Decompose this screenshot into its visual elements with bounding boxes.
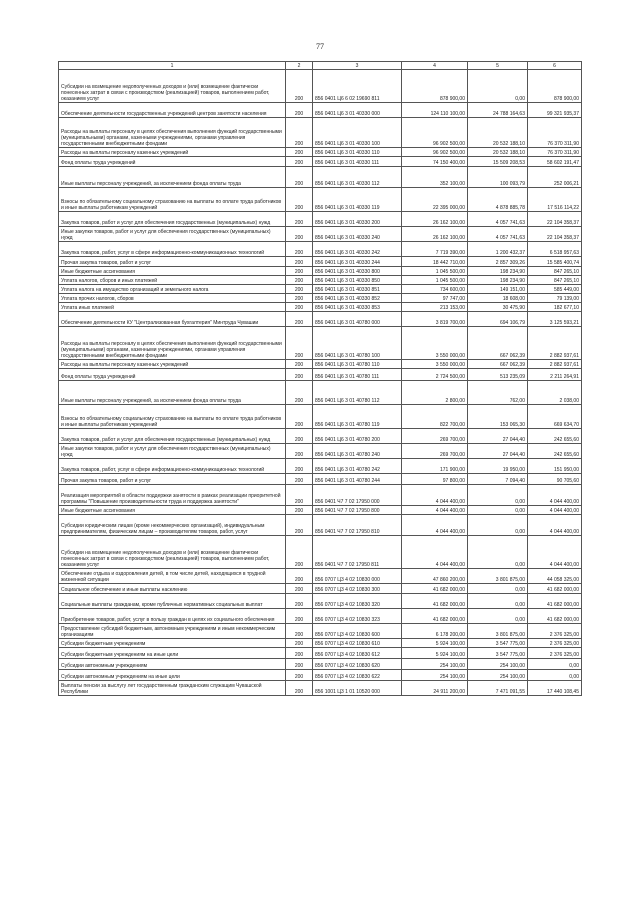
row-approved-amount: 41 682 000,00 bbox=[402, 584, 468, 594]
row-approved-amount: 254 100,00 bbox=[402, 670, 468, 681]
row-line-code: 200 bbox=[286, 536, 313, 569]
row-budget-code: 856 0401 Ц6 3 01 40780 119 bbox=[313, 405, 402, 429]
table-row bbox=[59, 267, 582, 276]
row-description: Приобретение товаров, работ, услуг в пользу граждан в целях их социального обеспечения bbox=[59, 609, 286, 624]
row-unexecuted-amount: 6 518 957,63 bbox=[528, 242, 582, 257]
row-unexecuted-amount: 41 682 000,00 bbox=[528, 584, 582, 594]
row-budget-code: 856 0707 Ц3 4 02 10830 620 bbox=[313, 659, 402, 670]
row-line-code: 200 bbox=[286, 459, 313, 474]
column-number: 5 bbox=[468, 62, 528, 70]
row-approved-amount: 1 045 500,00 bbox=[402, 267, 468, 276]
column-number-header-row bbox=[59, 62, 582, 70]
row-description: Взносы по обязательному социальному страхованию на выплаты по оплате труда работников и иные выплаты работникам учреждений bbox=[59, 405, 286, 429]
row-description: Фонд оплаты труда учреждений bbox=[59, 369, 286, 381]
row-unexecuted-amount: 17 440 108,45 bbox=[528, 681, 582, 696]
row-budget-code: 856 0401 Ч7 7 02 17950 810 bbox=[313, 515, 402, 536]
table-row bbox=[59, 327, 582, 360]
row-description: Обеспечение деятельности государственных учреждений центров занятости населения bbox=[59, 103, 286, 118]
row-unexecuted-amount: 0,00 bbox=[528, 659, 582, 670]
row-line-code: 200 bbox=[286, 188, 313, 212]
row-description: Субсидии на возмещение недополученных доходов и (или) возмещение фактически понесенных затрат в связи с производством (реализацией) товаров, выполнением работ, оказанием услуг bbox=[59, 536, 286, 569]
row-approved-amount: 269 700,00 bbox=[402, 444, 468, 459]
row-budget-code: 856 0707 Ц3 4 02 10830 320 bbox=[313, 594, 402, 609]
row-approved-amount: 352 100,00 bbox=[402, 167, 468, 188]
row-executed-amount: 19 950,00 bbox=[468, 459, 528, 474]
row-budget-code: 856 0401 Ц6 3 01 40330 110 bbox=[313, 148, 402, 157]
row-approved-amount: 4 044 400,00 bbox=[402, 506, 468, 515]
row-budget-code: 856 0401 Ч7 7 02 17950 811 bbox=[313, 536, 402, 569]
row-approved-amount: 96 902 500,00 bbox=[402, 148, 468, 157]
row-budget-code: 856 0401 Ц6 3 01 40330 112 bbox=[313, 167, 402, 188]
row-budget-code: 856 0401 Ц6 3 01 40330 853 bbox=[313, 303, 402, 312]
row-line-code: 200 bbox=[286, 212, 313, 227]
row-budget-code: 856 0401 Ц6 3 01 40330 244 bbox=[313, 257, 402, 267]
row-budget-code: 856 0401 Ц6 3 01 40330 000 bbox=[313, 103, 402, 118]
row-executed-amount: 254 100,00 bbox=[468, 659, 528, 670]
row-unexecuted-amount: 41 682 000,00 bbox=[528, 609, 582, 624]
table-row bbox=[59, 312, 582, 327]
row-description: Расходы на выплаты персоналу казенных учреждений bbox=[59, 148, 286, 157]
row-approved-amount: 5 924 100,00 bbox=[402, 648, 468, 659]
table-row bbox=[59, 624, 582, 639]
row-executed-amount: 4 057 741,63 bbox=[468, 227, 528, 242]
column-number: 1 bbox=[59, 62, 286, 70]
row-line-code: 200 bbox=[286, 369, 313, 381]
row-approved-amount: 1 045 500,00 bbox=[402, 276, 468, 285]
row-budget-code: 856 0401 Ц6 3 01 40780 000 bbox=[313, 312, 402, 327]
row-executed-amount: 4 878 885,78 bbox=[468, 188, 528, 212]
row-executed-amount: 762,00 bbox=[468, 381, 528, 405]
row-budget-code: 856 0401 Ц6 3 01 40330 100 bbox=[313, 118, 402, 148]
row-unexecuted-amount: 22 104 358,37 bbox=[528, 227, 582, 242]
row-line-code: 200 bbox=[286, 242, 313, 257]
row-executed-amount: 0,00 bbox=[468, 584, 528, 594]
row-description: Расходы на выплаты персоналу в целях обеспечения выполнения функций государственными (муниципальными) органами, казенными учреждениями, органами управления государственными внебюджетными фондами bbox=[59, 118, 286, 148]
row-budget-code: 856 0707 Ц3 4 02 10830 323 bbox=[313, 609, 402, 624]
row-description: Иные бюджетные ассигнования bbox=[59, 267, 286, 276]
row-unexecuted-amount: 878 900,00 bbox=[528, 70, 582, 103]
row-line-code: 200 bbox=[286, 609, 313, 624]
row-description: Закупка товаров, работ, услуг в сфере информационно-коммуникационных технологий bbox=[59, 459, 286, 474]
row-unexecuted-amount: 669 634,70 bbox=[528, 405, 582, 429]
row-budget-code: 856 0401 Ц6 3 01 40330 850 bbox=[313, 276, 402, 285]
table-row bbox=[59, 188, 582, 212]
row-line-code: 200 bbox=[286, 167, 313, 188]
row-line-code: 200 bbox=[286, 569, 313, 584]
row-description: Закупка товаров, работ и услуг для обеспечения государственных (муниципальных) нужд bbox=[59, 212, 286, 227]
row-line-code: 200 bbox=[286, 594, 313, 609]
row-approved-amount: 734 600,00 bbox=[402, 285, 468, 294]
row-approved-amount: 254 100,00 bbox=[402, 659, 468, 670]
row-description: Уплата прочих налогов, сборов bbox=[59, 294, 286, 303]
row-executed-amount: 30 475,90 bbox=[468, 303, 528, 312]
row-budget-code: 856 0401 Ц6 3 01 40330 111 bbox=[313, 157, 402, 167]
table-row bbox=[59, 569, 582, 584]
row-approved-amount: 97 747,00 bbox=[402, 294, 468, 303]
row-unexecuted-amount: 44 058 325,00 bbox=[528, 569, 582, 584]
row-executed-amount: 2 857 309,26 bbox=[468, 257, 528, 267]
row-unexecuted-amount: 2 882 937,61 bbox=[528, 327, 582, 360]
row-description: Иные закупки товаров, работ и услуг для обеспечения государственных (муниципальных) нужд bbox=[59, 444, 286, 459]
row-budget-code: 856 0401 Ц6 3 01 40780 240 bbox=[313, 444, 402, 459]
column-number: 4 bbox=[402, 62, 468, 70]
row-approved-amount: 3 550 000,00 bbox=[402, 327, 468, 360]
row-budget-code: 856 0401 Ц6 3 01 40330 240 bbox=[313, 227, 402, 242]
row-line-code: 200 bbox=[286, 267, 313, 276]
row-line-code: 200 bbox=[286, 303, 313, 312]
row-line-code: 200 bbox=[286, 276, 313, 285]
row-budget-code: 856 0401 Ц6 6 02 19690 811 bbox=[313, 70, 402, 103]
budget-execution-table bbox=[58, 61, 582, 696]
row-description: Прочая закупка товаров, работ и услуг bbox=[59, 257, 286, 267]
table-row bbox=[59, 429, 582, 444]
table-row bbox=[59, 444, 582, 459]
row-line-code: 200 bbox=[286, 312, 313, 327]
row-unexecuted-amount: 76 370 311,90 bbox=[528, 118, 582, 148]
table-row bbox=[59, 369, 582, 381]
row-executed-amount: 7 094,40 bbox=[468, 474, 528, 485]
column-number: 3 bbox=[313, 62, 402, 70]
row-executed-amount: 3 801 875,00 bbox=[468, 569, 528, 584]
row-budget-code: 856 0401 Ц6 3 01 40780 100 bbox=[313, 327, 402, 360]
row-unexecuted-amount: 3 125 593,21 bbox=[528, 312, 582, 327]
row-description: Иные бюджетные ассигнования bbox=[59, 506, 286, 515]
table-row bbox=[59, 303, 582, 312]
row-executed-amount: 24 788 164,63 bbox=[468, 103, 528, 118]
row-line-code: 200 bbox=[286, 70, 313, 103]
row-description: Иные выплаты персоналу учреждений, за исключением фонда оплаты труда bbox=[59, 167, 286, 188]
row-line-code: 200 bbox=[286, 381, 313, 405]
table-row bbox=[59, 381, 582, 405]
row-unexecuted-amount: 182 677,10 bbox=[528, 303, 582, 312]
row-executed-amount: 100 093,79 bbox=[468, 167, 528, 188]
row-line-code: 200 bbox=[286, 485, 313, 506]
row-line-code: 200 bbox=[286, 474, 313, 485]
row-budget-code: 856 0401 Ц6 3 01 40780 111 bbox=[313, 369, 402, 381]
row-unexecuted-amount: 4 044 400,00 bbox=[528, 485, 582, 506]
row-executed-amount: 3 547 775,00 bbox=[468, 639, 528, 648]
row-line-code: 200 bbox=[286, 681, 313, 696]
row-approved-amount: 3 819 700,00 bbox=[402, 312, 468, 327]
row-description: Взносы по обязательному социальному страхованию на выплаты по оплате труда работников и иные выплаты работникам учреждений bbox=[59, 188, 286, 212]
row-description: Обеспечение деятельности КУ "Централизованная бухгалтерия" Минтруда Чувашии bbox=[59, 312, 286, 327]
table-row bbox=[59, 405, 582, 429]
table-row bbox=[59, 242, 582, 257]
row-unexecuted-amount: 847 265,10 bbox=[528, 276, 582, 285]
table-row bbox=[59, 285, 582, 294]
row-approved-amount: 2 724 500,00 bbox=[402, 369, 468, 381]
row-unexecuted-amount: 2 038,00 bbox=[528, 381, 582, 405]
row-budget-code: 856 0707 Ц3 4 02 10830 000 bbox=[313, 569, 402, 584]
row-unexecuted-amount: 4 044 400,00 bbox=[528, 536, 582, 569]
row-approved-amount: 41 682 000,00 bbox=[402, 609, 468, 624]
row-unexecuted-amount: 76 370 311,90 bbox=[528, 148, 582, 157]
row-line-code: 200 bbox=[286, 157, 313, 167]
row-budget-code: 856 0401 Ц6 3 01 40780 200 bbox=[313, 429, 402, 444]
row-line-code: 200 bbox=[286, 670, 313, 681]
row-approved-amount: 4 044 400,00 bbox=[402, 536, 468, 569]
row-executed-amount: 27 044,40 bbox=[468, 444, 528, 459]
row-description: Социальное обеспечение и иные выплаты населению bbox=[59, 584, 286, 594]
row-executed-amount: 0,00 bbox=[468, 515, 528, 536]
row-unexecuted-amount: 22 104 358,37 bbox=[528, 212, 582, 227]
row-approved-amount: 124 110 100,00 bbox=[402, 103, 468, 118]
table-row bbox=[59, 648, 582, 659]
row-description: Закупка товаров, работ, услуг в сфере информационно-коммуникационных технологий bbox=[59, 242, 286, 257]
row-budget-code: 856 0707 Ц3 4 02 10830 622 bbox=[313, 670, 402, 681]
row-unexecuted-amount: 17 516 114,22 bbox=[528, 188, 582, 212]
row-unexecuted-amount: 0,00 bbox=[528, 670, 582, 681]
row-unexecuted-amount: 242 655,60 bbox=[528, 429, 582, 444]
row-budget-code: 856 0401 Ц6 3 01 40330 851 bbox=[313, 285, 402, 294]
row-executed-amount: 15 509 208,53 bbox=[468, 157, 528, 167]
row-executed-amount: 0,00 bbox=[468, 485, 528, 506]
row-unexecuted-amount: 151 950,00 bbox=[528, 459, 582, 474]
row-unexecuted-amount: 4 044 400,00 bbox=[528, 515, 582, 536]
row-line-code: 200 bbox=[286, 294, 313, 303]
row-budget-code: 856 0707 Ц3 4 02 10830 300 bbox=[313, 584, 402, 594]
row-unexecuted-amount: 58 602 191,47 bbox=[528, 157, 582, 167]
row-line-code: 200 bbox=[286, 148, 313, 157]
row-line-code: 200 bbox=[286, 285, 313, 294]
row-approved-amount: 74 150 400,00 bbox=[402, 157, 468, 167]
table-row bbox=[59, 594, 582, 609]
row-approved-amount: 171 900,00 bbox=[402, 459, 468, 474]
row-approved-amount: 26 162 100,00 bbox=[402, 227, 468, 242]
row-approved-amount: 213 153,00 bbox=[402, 303, 468, 312]
column-number: 6 bbox=[528, 62, 582, 70]
row-description: Субсидии автономным учреждениям на иные цели bbox=[59, 670, 286, 681]
table-row bbox=[59, 148, 582, 157]
row-approved-amount: 24 911 200,00 bbox=[402, 681, 468, 696]
table-row bbox=[59, 103, 582, 118]
row-unexecuted-amount: 79 139,00 bbox=[528, 294, 582, 303]
table-row bbox=[59, 536, 582, 569]
table-row bbox=[59, 515, 582, 536]
row-description: Выплаты пенсии за выслугу лет государственным гражданским служащим Чувашской Республики bbox=[59, 681, 286, 696]
row-unexecuted-amount: 90 705,60 bbox=[528, 474, 582, 485]
row-description: Предоставление субсидий бюджетным, автономным учреждениям и иным некоммерческим организациям bbox=[59, 624, 286, 639]
row-description: Реализация мероприятий в области поддержки занятости в рамках реализации приоритетной программы "Повышение производительности труда и поддержка занятости" bbox=[59, 485, 286, 506]
row-budget-code: 856 0401 Ц6 3 01 40330 800 bbox=[313, 267, 402, 276]
table-row bbox=[59, 157, 582, 167]
row-approved-amount: 3 550 000,00 bbox=[402, 360, 468, 369]
table-row bbox=[59, 227, 582, 242]
row-budget-code: 856 0707 Ц3 4 02 10830 610 bbox=[313, 639, 402, 648]
table-row bbox=[59, 485, 582, 506]
row-executed-amount: 3 547 775,00 bbox=[468, 648, 528, 659]
row-line-code: 200 bbox=[286, 327, 313, 360]
row-approved-amount: 4 044 400,00 bbox=[402, 515, 468, 536]
row-executed-amount: 18 608,00 bbox=[468, 294, 528, 303]
row-budget-code: 856 0401 Ц6 3 01 40330 242 bbox=[313, 242, 402, 257]
row-description: Социальные выплаты гражданам, кроме публичных нормативных социальных выплат bbox=[59, 594, 286, 609]
row-executed-amount: 4 057 741,63 bbox=[468, 212, 528, 227]
row-executed-amount: 513 235,09 bbox=[468, 369, 528, 381]
row-unexecuted-amount: 2 376 325,00 bbox=[528, 648, 582, 659]
row-approved-amount: 6 178 200,00 bbox=[402, 624, 468, 639]
row-budget-code: 856 0707 Ц3 4 02 10830 612 bbox=[313, 648, 402, 659]
table-row bbox=[59, 459, 582, 474]
row-budget-code: 856 0401 Ц6 3 01 40780 110 bbox=[313, 360, 402, 369]
table-row bbox=[59, 118, 582, 148]
row-line-code: 200 bbox=[286, 227, 313, 242]
row-description: Уплата налогов, сборов и иных платежей bbox=[59, 276, 286, 285]
row-unexecuted-amount: 242 655,60 bbox=[528, 444, 582, 459]
row-approved-amount: 269 700,00 bbox=[402, 429, 468, 444]
row-unexecuted-amount: 99 321 935,37 bbox=[528, 103, 582, 118]
row-executed-amount: 3 801 875,00 bbox=[468, 624, 528, 639]
row-approved-amount: 822 700,00 bbox=[402, 405, 468, 429]
row-executed-amount: 0,00 bbox=[468, 536, 528, 569]
row-executed-amount: 153 065,30 bbox=[468, 405, 528, 429]
row-description: Субсидии бюджетным учреждениям bbox=[59, 639, 286, 648]
row-executed-amount: 20 532 188,10 bbox=[468, 118, 528, 148]
row-executed-amount: 20 532 188,10 bbox=[468, 148, 528, 157]
table-row bbox=[59, 639, 582, 648]
row-description: Субсидии автономным учреждениям bbox=[59, 659, 286, 670]
row-budget-code: 856 0401 Ц6 3 01 40780 242 bbox=[313, 459, 402, 474]
row-line-code: 200 bbox=[286, 648, 313, 659]
table-row bbox=[59, 167, 582, 188]
table-row bbox=[59, 70, 582, 103]
row-line-code: 200 bbox=[286, 103, 313, 118]
row-line-code: 200 bbox=[286, 506, 313, 515]
row-budget-code: 856 0401 Ц6 3 01 40330 200 bbox=[313, 212, 402, 227]
row-description: Расходы на выплаты персоналу казенных учреждений bbox=[59, 360, 286, 369]
row-description: Прочая закупка товаров, работ и услуг bbox=[59, 474, 286, 485]
row-executed-amount: 0,00 bbox=[468, 594, 528, 609]
row-description: Иные выплаты персоналу учреждений, за исключением фонда оплаты труда bbox=[59, 381, 286, 405]
row-executed-amount: 27 044,40 bbox=[468, 429, 528, 444]
page-number: 77 bbox=[316, 42, 324, 51]
row-approved-amount: 2 800,00 bbox=[402, 381, 468, 405]
row-budget-code: 856 0401 Ч7 7 02 17950 800 bbox=[313, 506, 402, 515]
row-approved-amount: 5 924 100,00 bbox=[402, 639, 468, 648]
row-description: Обеспечение отдыха и оздоровления детей, в том числе детей, находящихся в трудной жизненной ситуации bbox=[59, 569, 286, 584]
row-line-code: 200 bbox=[286, 405, 313, 429]
row-line-code: 200 bbox=[286, 360, 313, 369]
row-line-code: 200 bbox=[286, 659, 313, 670]
row-approved-amount: 22 395 000,00 bbox=[402, 188, 468, 212]
row-budget-code: 856 1001 Ц3 1 01 10520 000 bbox=[313, 681, 402, 696]
row-approved-amount: 47 860 200,00 bbox=[402, 569, 468, 584]
row-line-code: 200 bbox=[286, 444, 313, 459]
row-executed-amount: 198 234,90 bbox=[468, 276, 528, 285]
row-budget-code: 856 0401 Ц6 3 01 40780 244 bbox=[313, 474, 402, 485]
row-approved-amount: 4 044 400,00 bbox=[402, 485, 468, 506]
row-executed-amount: 1 200 432,37 bbox=[468, 242, 528, 257]
row-executed-amount: 667 062,39 bbox=[468, 360, 528, 369]
table-row bbox=[59, 670, 582, 681]
table-row bbox=[59, 212, 582, 227]
row-line-code: 200 bbox=[286, 257, 313, 267]
table-row bbox=[59, 506, 582, 515]
row-executed-amount: 198 234,90 bbox=[468, 267, 528, 276]
row-description: Уплата иных платежей bbox=[59, 303, 286, 312]
table-row bbox=[59, 360, 582, 369]
row-description: Закупка товаров, работ и услуг для обеспечения государственных (муниципальных) нужд bbox=[59, 429, 286, 444]
table-row bbox=[59, 659, 582, 670]
row-description: Субсидии юридическим лицам (кроме некоммерческих организаций), индивидуальным предпринимателям, физическим лицам – производителям товаров, работ, услуг bbox=[59, 515, 286, 536]
row-description: Иные закупки товаров, работ и услуг для обеспечения государственных (муниципальных) нужд bbox=[59, 227, 286, 242]
row-line-code: 200 bbox=[286, 584, 313, 594]
row-executed-amount: 7 471 091,55 bbox=[468, 681, 528, 696]
table-row bbox=[59, 294, 582, 303]
row-unexecuted-amount: 585 449,00 bbox=[528, 285, 582, 294]
table-row bbox=[59, 609, 582, 624]
row-approved-amount: 7 719 390,00 bbox=[402, 242, 468, 257]
row-approved-amount: 878 900,00 bbox=[402, 70, 468, 103]
table-row bbox=[59, 257, 582, 267]
row-line-code: 200 bbox=[286, 515, 313, 536]
row-line-code: 200 bbox=[286, 118, 313, 148]
row-description: Фонд оплаты труда учреждений bbox=[59, 157, 286, 167]
row-description: Субсидии на возмещение недополученных доходов и (или) возмещение фактически понесенных затрат в связи с производством (реализацией) товаров, выполнением работ, оказанием услуг bbox=[59, 70, 286, 103]
row-budget-code: 856 0401 Ц6 3 01 40330 119 bbox=[313, 188, 402, 212]
row-executed-amount: 694 106,79 bbox=[468, 312, 528, 327]
row-description: Уплата налога на имущество организаций и земельного налога bbox=[59, 285, 286, 294]
table-row bbox=[59, 681, 582, 696]
table-row bbox=[59, 474, 582, 485]
row-approved-amount: 41 682 000,00 bbox=[402, 594, 468, 609]
row-budget-code: 856 0401 Ц6 3 01 40330 852 bbox=[313, 294, 402, 303]
row-budget-code: 856 0401 Ч7 7 02 17950 000 bbox=[313, 485, 402, 506]
column-number: 2 bbox=[286, 62, 313, 70]
row-executed-amount: 667 062,39 bbox=[468, 327, 528, 360]
row-executed-amount: 0,00 bbox=[468, 506, 528, 515]
row-unexecuted-amount: 847 265,10 bbox=[528, 267, 582, 276]
row-line-code: 200 bbox=[286, 624, 313, 639]
row-description: Расходы на выплаты персоналу в целях обеспечения выполнения функций государственными (муниципальными) органами, казенными учреждениями, органами управления государственными внебюджетными фондами bbox=[59, 327, 286, 360]
row-unexecuted-amount: 15 585 400,74 bbox=[528, 257, 582, 267]
row-unexecuted-amount: 252 006,21 bbox=[528, 167, 582, 188]
row-budget-code: 856 0401 Ц6 3 01 40780 112 bbox=[313, 381, 402, 405]
row-unexecuted-amount: 2 882 937,61 bbox=[528, 360, 582, 369]
row-approved-amount: 26 162 100,00 bbox=[402, 212, 468, 227]
table-row bbox=[59, 584, 582, 594]
row-approved-amount: 97 800,00 bbox=[402, 474, 468, 485]
row-budget-code: 856 0707 Ц3 4 02 10830 600 bbox=[313, 624, 402, 639]
row-line-code: 200 bbox=[286, 639, 313, 648]
table-row bbox=[59, 276, 582, 285]
row-unexecuted-amount: 2 376 325,00 bbox=[528, 624, 582, 639]
row-executed-amount: 0,00 bbox=[468, 609, 528, 624]
row-approved-amount: 96 902 500,00 bbox=[402, 118, 468, 148]
row-line-code: 200 bbox=[286, 429, 313, 444]
row-description: Субсидии бюджетным учреждениям на иные цели bbox=[59, 648, 286, 659]
row-approved-amount: 18 442 710,00 bbox=[402, 257, 468, 267]
row-executed-amount: 254 100,00 bbox=[468, 670, 528, 681]
row-unexecuted-amount: 2 376 325,00 bbox=[528, 639, 582, 648]
row-unexecuted-amount: 2 211 264,91 bbox=[528, 369, 582, 381]
row-executed-amount: 0,00 bbox=[468, 70, 528, 103]
row-executed-amount: 149 151,00 bbox=[468, 285, 528, 294]
row-unexecuted-amount: 4 044 400,00 bbox=[528, 506, 582, 515]
row-unexecuted-amount: 41 682 000,00 bbox=[528, 594, 582, 609]
